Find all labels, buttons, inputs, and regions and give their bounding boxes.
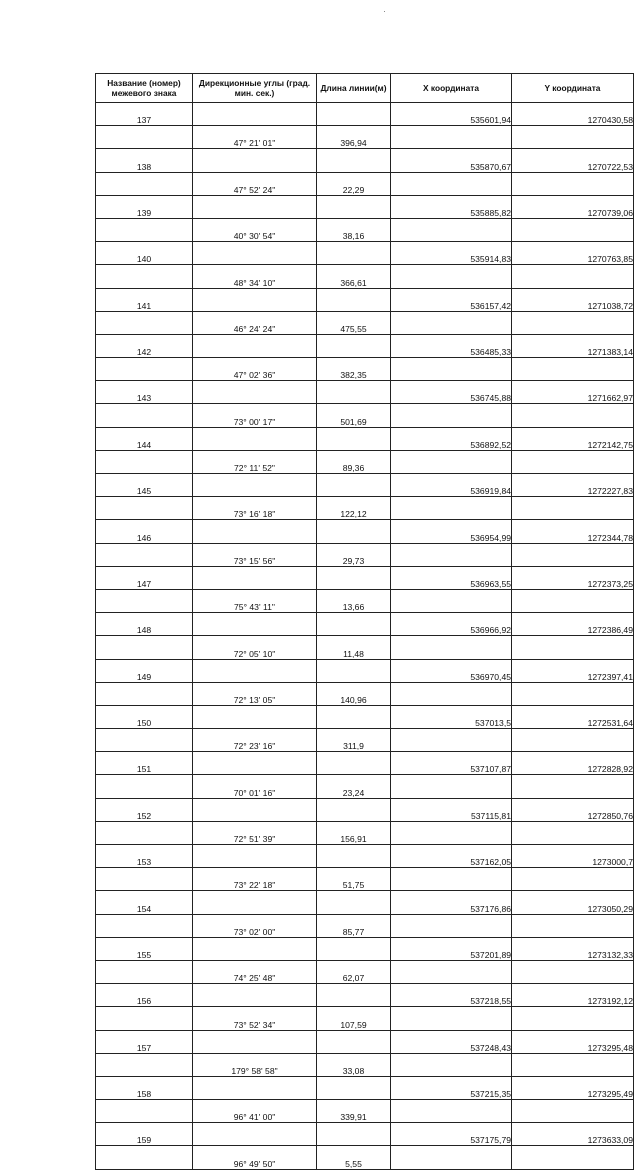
line-length-cell: 29,73 [317, 543, 391, 566]
point-row [96, 427, 634, 450]
x-coordinate-cell: 535601,94 [391, 103, 512, 126]
point-name-cell: 155 [96, 937, 193, 960]
empty-cell [317, 937, 391, 960]
empty-cell [193, 705, 317, 728]
header-angle: Дирекционные углы (град. мин. сек.) [193, 74, 317, 103]
empty-cell [193, 242, 317, 265]
x-coordinate-cell: 537115,81 [391, 798, 512, 821]
x-coordinate-cell: 535885,82 [391, 195, 512, 218]
y-coordinate-cell: 1273192,12 [512, 984, 634, 1007]
direction-angle-cell: 72° 13' 05" [193, 682, 317, 705]
y-coordinate-cell: 1273000,7 [512, 845, 634, 868]
line-length-cell: 501,69 [317, 404, 391, 427]
point-row [96, 288, 634, 311]
segment-row [96, 497, 634, 520]
empty-cell [391, 1007, 512, 1030]
line-length-cell: 23,24 [317, 775, 391, 798]
empty-cell [317, 334, 391, 357]
point-name-cell: 141 [96, 288, 193, 311]
point-name-cell: 152 [96, 798, 193, 821]
x-coordinate-cell: 536954,99 [391, 520, 512, 543]
empty-cell [193, 1123, 317, 1146]
line-length-cell: 85,77 [317, 914, 391, 937]
segment-row [96, 218, 634, 241]
empty-cell [317, 752, 391, 775]
empty-cell [96, 960, 193, 983]
segment-row [96, 636, 634, 659]
empty-cell [96, 821, 193, 844]
y-coordinate-cell: 1271383,14 [512, 334, 634, 357]
point-row [96, 1076, 634, 1099]
empty-cell [317, 520, 391, 543]
empty-cell [317, 984, 391, 1007]
point-name-cell: 140 [96, 242, 193, 265]
point-name-cell: 143 [96, 381, 193, 404]
direction-angle-cell: 75° 43' 11" [193, 589, 317, 612]
point-name-cell: 157 [96, 1030, 193, 1053]
x-coordinate-cell: 536157,42 [391, 288, 512, 311]
point-name-cell: 146 [96, 520, 193, 543]
direction-angle-cell: 74° 25' 48" [193, 960, 317, 983]
x-coordinate-cell: 537013,5 [391, 705, 512, 728]
x-coordinate-cell: 536892,52 [391, 427, 512, 450]
empty-cell [391, 404, 512, 427]
segment-row [96, 1007, 634, 1030]
empty-cell [391, 358, 512, 381]
empty-cell [512, 450, 634, 473]
x-coordinate-cell: 535914,83 [391, 242, 512, 265]
line-length-cell: 366,61 [317, 265, 391, 288]
point-row [96, 334, 634, 357]
y-coordinate-cell: 1271038,72 [512, 288, 634, 311]
point-name-cell: 147 [96, 566, 193, 589]
empty-cell [193, 149, 317, 172]
empty-cell [193, 1076, 317, 1099]
empty-cell [391, 1146, 512, 1169]
empty-cell [193, 566, 317, 589]
line-length-cell: 22,29 [317, 172, 391, 195]
y-coordinate-cell: 1273633,09 [512, 1123, 634, 1146]
empty-cell [96, 775, 193, 798]
empty-cell [391, 450, 512, 473]
point-row [96, 752, 634, 775]
line-length-cell: 62,07 [317, 960, 391, 983]
y-coordinate-cell: 1272531,64 [512, 705, 634, 728]
y-coordinate-cell: 1271662,97 [512, 381, 634, 404]
empty-cell [193, 474, 317, 497]
empty-cell [193, 659, 317, 682]
empty-cell [512, 868, 634, 891]
y-coordinate-cell: 1273050,29 [512, 891, 634, 914]
direction-angle-cell: 179° 58' 58" [193, 1053, 317, 1076]
header-y: Y координата [512, 74, 634, 103]
empty-cell [391, 682, 512, 705]
y-coordinate-cell: 1272850,76 [512, 798, 634, 821]
empty-cell [317, 195, 391, 218]
empty-cell [391, 218, 512, 241]
direction-angle-cell: 72° 51' 39" [193, 821, 317, 844]
empty-cell [317, 613, 391, 636]
segment-row [96, 1146, 634, 1169]
empty-cell [512, 497, 634, 520]
empty-cell [512, 218, 634, 241]
direction-angle-cell: 48° 34' 10" [193, 265, 317, 288]
point-name-cell: 148 [96, 613, 193, 636]
empty-cell [512, 960, 634, 983]
x-coordinate-cell: 537176,86 [391, 891, 512, 914]
y-coordinate-cell: 1270722,53 [512, 149, 634, 172]
y-coordinate-cell: 1273295,49 [512, 1076, 634, 1099]
x-coordinate-cell: 535870,67 [391, 149, 512, 172]
direction-angle-cell: 72° 23' 16" [193, 729, 317, 752]
empty-cell [512, 589, 634, 612]
segment-row [96, 172, 634, 195]
point-name-cell: 158 [96, 1076, 193, 1099]
empty-cell [193, 103, 317, 126]
empty-cell [317, 381, 391, 404]
direction-angle-cell: 73° 02' 00" [193, 914, 317, 937]
segment-row [96, 543, 634, 566]
empty-cell [317, 705, 391, 728]
line-length-cell: 396,94 [317, 126, 391, 149]
segment-row [96, 821, 634, 844]
direction-angle-cell: 73° 22' 18" [193, 868, 317, 891]
x-coordinate-cell: 536970,45 [391, 659, 512, 682]
empty-cell [96, 404, 193, 427]
empty-cell [512, 729, 634, 752]
empty-cell [512, 682, 634, 705]
direction-angle-cell: 47° 21' 01" [193, 126, 317, 149]
empty-cell [317, 891, 391, 914]
point-row [96, 845, 634, 868]
empty-cell [317, 1076, 391, 1099]
point-row [96, 103, 634, 126]
segment-row [96, 868, 634, 891]
line-length-cell: 122,12 [317, 497, 391, 520]
point-row [96, 613, 634, 636]
table-body [96, 103, 634, 1170]
empty-cell [391, 589, 512, 612]
line-length-cell: 382,35 [317, 358, 391, 381]
line-length-cell: 339,91 [317, 1100, 391, 1123]
empty-cell [391, 914, 512, 937]
x-coordinate-cell: 537201,89 [391, 937, 512, 960]
point-name-cell: 145 [96, 474, 193, 497]
point-row [96, 937, 634, 960]
empty-cell [96, 311, 193, 334]
y-coordinate-cell: 1272828,92 [512, 752, 634, 775]
empty-cell [317, 798, 391, 821]
empty-cell [317, 288, 391, 311]
line-length-cell: 33,08 [317, 1053, 391, 1076]
empty-cell [193, 937, 317, 960]
line-length-cell: 107,59 [317, 1007, 391, 1030]
boundary-coordinates-table [95, 73, 634, 1170]
empty-cell [96, 682, 193, 705]
segment-row [96, 1100, 634, 1123]
x-coordinate-cell: 536919,84 [391, 474, 512, 497]
empty-cell [96, 729, 193, 752]
empty-cell [512, 636, 634, 659]
header-x: X координата [391, 74, 512, 103]
empty-cell [96, 589, 193, 612]
segment-row [96, 589, 634, 612]
x-coordinate-cell: 537218,55 [391, 984, 512, 1007]
point-name-cell: 151 [96, 752, 193, 775]
empty-cell [96, 1007, 193, 1030]
point-row [96, 659, 634, 682]
empty-cell [512, 172, 634, 195]
empty-cell [317, 427, 391, 450]
segment-row [96, 126, 634, 149]
direction-angle-cell: 70° 01' 16" [193, 775, 317, 798]
point-name-cell: 139 [96, 195, 193, 218]
empty-cell [391, 868, 512, 891]
direction-angle-cell: 96° 49' 50" [193, 1146, 317, 1169]
segment-row [96, 914, 634, 937]
empty-cell [317, 659, 391, 682]
empty-cell [317, 242, 391, 265]
direction-angle-cell: 73° 16' 18" [193, 497, 317, 520]
line-length-cell: 89,36 [317, 450, 391, 473]
empty-cell [193, 891, 317, 914]
empty-cell [193, 381, 317, 404]
point-row [96, 195, 634, 218]
empty-cell [317, 149, 391, 172]
empty-cell [512, 265, 634, 288]
point-row [96, 149, 634, 172]
y-coordinate-cell: 1273132,33 [512, 937, 634, 960]
segment-row [96, 450, 634, 473]
y-coordinate-cell: 1272227,83 [512, 474, 634, 497]
point-row [96, 1030, 634, 1053]
segment-row [96, 960, 634, 983]
direction-angle-cell: 96° 41' 00" [193, 1100, 317, 1123]
point-row [96, 520, 634, 543]
empty-cell [193, 427, 317, 450]
point-row [96, 705, 634, 728]
empty-cell [317, 103, 391, 126]
empty-cell [96, 172, 193, 195]
point-row [96, 891, 634, 914]
empty-cell [391, 543, 512, 566]
segment-row [96, 311, 634, 334]
segment-row [96, 1053, 634, 1076]
empty-cell [193, 520, 317, 543]
direction-angle-cell: 72° 11' 52" [193, 450, 317, 473]
line-length-cell: 13,66 [317, 589, 391, 612]
line-length-cell: 156,91 [317, 821, 391, 844]
direction-angle-cell: 73° 00' 17" [193, 404, 317, 427]
empty-cell [512, 404, 634, 427]
empty-cell [193, 984, 317, 1007]
point-row [96, 242, 634, 265]
header-name: Название (номер) межевого знака [96, 74, 193, 103]
empty-cell [317, 566, 391, 589]
empty-cell [96, 358, 193, 381]
y-coordinate-cell: 1270430,58 [512, 103, 634, 126]
point-row [96, 984, 634, 1007]
empty-cell [193, 195, 317, 218]
line-length-cell: 311,9 [317, 729, 391, 752]
y-coordinate-cell: 1273295,48 [512, 1030, 634, 1053]
empty-cell [512, 775, 634, 798]
empty-cell [391, 960, 512, 983]
empty-cell [391, 497, 512, 520]
empty-cell [512, 311, 634, 334]
point-name-cell: 137 [96, 103, 193, 126]
segment-row [96, 358, 634, 381]
empty-cell [96, 914, 193, 937]
empty-cell [391, 126, 512, 149]
x-coordinate-cell: 536963,55 [391, 566, 512, 589]
empty-cell [317, 474, 391, 497]
empty-cell [391, 821, 512, 844]
y-coordinate-cell: 1272386,49 [512, 613, 634, 636]
point-name-cell: 138 [96, 149, 193, 172]
point-row [96, 474, 634, 497]
empty-cell [512, 126, 634, 149]
direction-angle-cell: 47° 52' 24" [193, 172, 317, 195]
empty-cell [317, 1123, 391, 1146]
empty-cell [193, 334, 317, 357]
point-row [96, 1123, 634, 1146]
empty-cell [96, 265, 193, 288]
segment-row [96, 404, 634, 427]
line-length-cell: 5,55 [317, 1146, 391, 1169]
direction-angle-cell: 47° 02' 36" [193, 358, 317, 381]
line-length-cell: 475,55 [317, 311, 391, 334]
empty-cell [391, 636, 512, 659]
line-length-cell: 51,75 [317, 868, 391, 891]
direction-angle-cell: 73° 15' 56" [193, 543, 317, 566]
empty-cell [96, 1053, 193, 1076]
empty-cell [96, 868, 193, 891]
empty-cell [96, 543, 193, 566]
segment-row [96, 265, 634, 288]
empty-cell [96, 126, 193, 149]
empty-cell [512, 1007, 634, 1030]
y-coordinate-cell: 1270763,85 [512, 242, 634, 265]
direction-angle-cell: 73° 52' 34" [193, 1007, 317, 1030]
empty-cell [512, 821, 634, 844]
empty-cell [96, 497, 193, 520]
empty-cell [391, 1053, 512, 1076]
x-coordinate-cell: 536745,88 [391, 381, 512, 404]
segment-row [96, 729, 634, 752]
empty-cell [391, 172, 512, 195]
empty-cell [193, 1030, 317, 1053]
x-coordinate-cell: 537248,43 [391, 1030, 512, 1053]
empty-cell [391, 1100, 512, 1123]
segment-row [96, 682, 634, 705]
x-coordinate-cell: 537215,35 [391, 1076, 512, 1099]
line-length-cell: 140,96 [317, 682, 391, 705]
point-name-cell: 150 [96, 705, 193, 728]
x-coordinate-cell: 537107,87 [391, 752, 512, 775]
line-length-cell: 38,16 [317, 218, 391, 241]
point-row [96, 566, 634, 589]
x-coordinate-cell: 536966,92 [391, 613, 512, 636]
empty-cell [96, 1100, 193, 1123]
header-length: Длина линии(м) [317, 74, 391, 103]
empty-cell [512, 358, 634, 381]
x-coordinate-cell: 537162,05 [391, 845, 512, 868]
direction-angle-cell: 72° 05' 10" [193, 636, 317, 659]
empty-cell [96, 1146, 193, 1169]
y-coordinate-cell: 1272397,41 [512, 659, 634, 682]
x-coordinate-cell: 537175,79 [391, 1123, 512, 1146]
segment-row [96, 775, 634, 798]
direction-angle-cell: 46° 24' 24" [193, 311, 317, 334]
empty-cell [512, 1146, 634, 1169]
y-coordinate-cell: 1272344,78 [512, 520, 634, 543]
empty-cell [193, 798, 317, 821]
point-name-cell: 156 [96, 984, 193, 1007]
empty-cell [317, 845, 391, 868]
point-row [96, 798, 634, 821]
point-name-cell: 144 [96, 427, 193, 450]
empty-cell [193, 288, 317, 311]
direction-angle-cell: 40° 30' 54" [193, 218, 317, 241]
point-name-cell: 153 [96, 845, 193, 868]
y-coordinate-cell: 1272142,75 [512, 427, 634, 450]
empty-cell [193, 752, 317, 775]
empty-cell [512, 1053, 634, 1076]
point-row [96, 381, 634, 404]
empty-cell [96, 636, 193, 659]
empty-cell [96, 450, 193, 473]
y-coordinate-cell: 1270739,06 [512, 195, 634, 218]
empty-cell [193, 613, 317, 636]
empty-cell [512, 543, 634, 566]
empty-cell [193, 845, 317, 868]
empty-cell [512, 914, 634, 937]
point-name-cell: 159 [96, 1123, 193, 1146]
empty-cell [96, 218, 193, 241]
point-name-cell: 142 [96, 334, 193, 357]
empty-cell [317, 1030, 391, 1053]
header-row [96, 74, 634, 103]
empty-cell [391, 775, 512, 798]
empty-cell [391, 265, 512, 288]
y-coordinate-cell: 1272373,25 [512, 566, 634, 589]
empty-cell [512, 1100, 634, 1123]
line-length-cell: 11,48 [317, 636, 391, 659]
empty-cell [391, 311, 512, 334]
point-name-cell: 149 [96, 659, 193, 682]
empty-cell [391, 729, 512, 752]
scan-speck [384, 11, 385, 12]
x-coordinate-cell: 536485,33 [391, 334, 512, 357]
point-name-cell: 154 [96, 891, 193, 914]
